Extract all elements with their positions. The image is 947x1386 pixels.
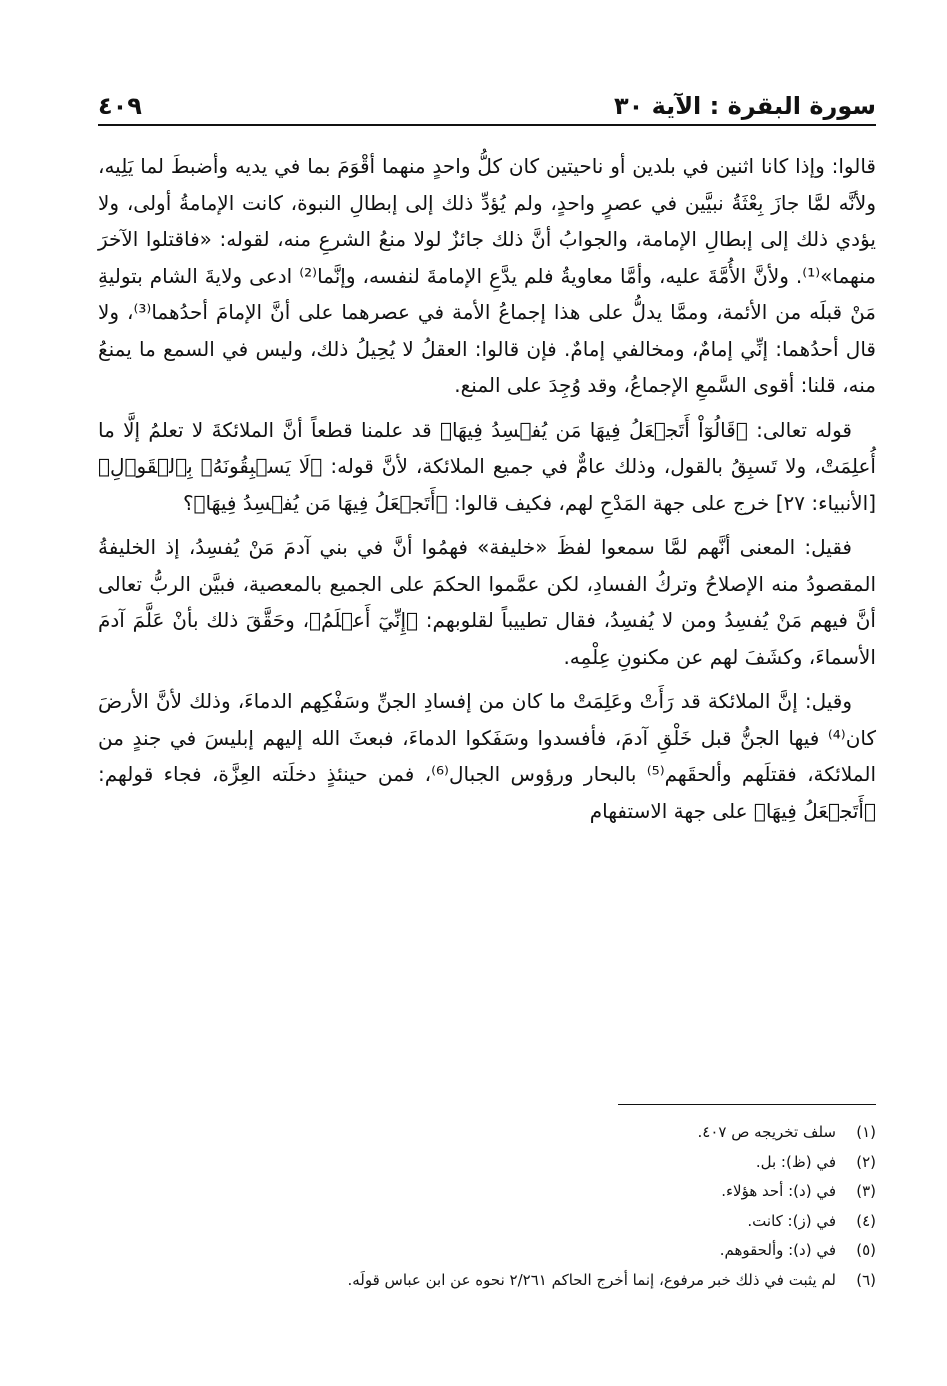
footnote-text: في (ز): كانت. — [747, 1211, 836, 1230]
paragraph-1: قالوا: وإذا كانا اثنين في بلدين أو ناحيتين كان كلُّ واحدٍ منهما أقْوَمَ بما في يديه وأضبطَ لما يَلِيه، ولأنَّه لمَّا جازَ بِعْثَةُ نبيَّين في عصرٍ واحدٍ، ولم يُؤدِّ ذلك إلى إبطالِ النبوة، كانت الإمامةُ أولى، ولا يؤدي ذلك إلى إبطالِ الإمامة، والجوابُ أنَّ ذلك جائزٌ لولا منعُ الشرعِ منه، لقوله: «فاقتلوا الآخرَ منهما»⁽¹⁾. ولأنَّ الأُمَّةَ عليه، وأمَّا معاويةُ فلم يدَّعِ الإمامةَ لنفسه، وإنَّما⁽²⁾ ادعى ولايةَ الشام بتوليةِ مَنْ قبلَه من الأئمة، وممَّا يدلُّ على هذا إجماعُ الأمة في عصرهما على أنَّ الإمامَ أحدُهما⁽³⁾، ولا قال أحدُهما: إنِّي إمامٌ، ومخالفي إمامٌ. فإن قالوا: العقلُ لا يُحِيلُ ذلك، وليس في السمع ما يمنعُ منه، قلنا: أقوى السَّمعِ الإجماعُ، وقد وُجِدَ على المنع. — [98, 154, 877, 397]
footnote-text: في (ظ): بل. — [755, 1152, 836, 1171]
main-text — [98, 148, 876, 837]
footnote-5 — [98, 1236, 876, 1266]
paragraph-2: قوله تعالى: ﴿قَالُوٓاْ أَتَجۡعَلُ فِيهَا مَن يُفۡسِدُ فِيهَا﴾ قد علمنا قطعاً أنَّ الملائكةَ لا تعلمُ إلَّا ما أُعلِمَتْ، ولا تَسبِقُ بالقول، وذلك عامٌّ في جميع الملائكة، لأنَّ قوله: ﴿لَا يَسۡبِقُونَهُۥ بِٱلۡقَوۡلِ﴾ [الأنبياء: ٢٧] خرج على جهة المَدْحِ لهم، فكيف قالوا: ﴿أَتَجۡعَلُ فِيهَا مَن يُفۡسِدُ فِيهَا﴾؟ — [98, 417, 876, 515]
running-header — [98, 82, 876, 120]
footnote-number: (٦) — [856, 1270, 876, 1289]
footnotes — [98, 1118, 876, 1296]
footnote-text: لم يثبت في ذلك خبر مرفوع، إنما أخرج الحاكم ٢/٢٦١ نحوه عن ابن عباس قولَه. — [347, 1270, 836, 1289]
footnote-number: (١) — [856, 1123, 876, 1141]
footnote-number: (٣) — [856, 1182, 876, 1201]
footnote-6 — [98, 1266, 876, 1296]
footnote-text: في (د): أحد هؤلاء. — [721, 1182, 836, 1201]
footnote-3 — [98, 1177, 876, 1207]
footnote-1 — [98, 1118, 876, 1148]
footnote-2 — [98, 1148, 876, 1178]
footnote-number: (٥) — [856, 1241, 876, 1260]
paragraph-3: فقيل: المعنى أنَّهم لمَّا سمعوا لفظَ «خليفة» فهمُوا أنَّ في بني آدمَ مَنْ يُفسِدُ، إذ الخليفةُ المقصودُ منه الإصلاحُ وتركُ الفسادِ، لكن عمَّموا الحكمَ على الجميع بالمعصية، فبيَّن الربُّ تعالى أنَّ فيهم مَنْ يُفسِدُ ومن لا يُفسِدُ، فقال تطييباً لقلوبهم: ﴿إِنِّيٓ أَعۡلَمُ﴾، وحَقَّقَ ذلك بأنْ عَلَّمَ آدمَ الأسماءَ، وكشَفَ لهم عن مكنونِ عِلْمِه. — [98, 535, 876, 669]
header-rule — [98, 124, 876, 126]
footnote-text: سلف تخريجه ص ٤٠٧. — [697, 1123, 836, 1141]
footnote-text: في (د): وألحقوهم. — [719, 1241, 836, 1260]
paragraph-4: وقيل: إنَّ الملائكة قد رَأَتْ وعَلِمَتْ ما كان من إفسادِ الجنِّ وسَفْكِهم الدماءَ، وذلك لأنَّ الأرضَ كان⁽⁴⁾ فيها الجنُّ قبل خَلْقِ آدمَ، فأفسدوا وسَفَكوا الدماءَ، فبعثَ الله إليهم إبليسَ في جندٍ من الملائكة، فقتلَهم وألحقَهم⁽⁵⁾ بالبحار ورؤوس الجبال⁽⁶⁾، فمن حينئذٍ دخلَته العِزَّة، فجاء قولهم: ﴿أَتَجۡعَلُ فِيهَا﴾ على جهة الاستفهام — [98, 689, 877, 823]
footnote-number: (٢) — [856, 1152, 876, 1171]
surah-title: سورة البقرة : الآية ٣٠ — [613, 92, 876, 120]
footnote-4 — [98, 1207, 876, 1237]
page-number: ٤٠٩ — [98, 92, 142, 120]
footnote-separator — [618, 1104, 876, 1105]
footnote-number: (٤) — [856, 1211, 876, 1230]
